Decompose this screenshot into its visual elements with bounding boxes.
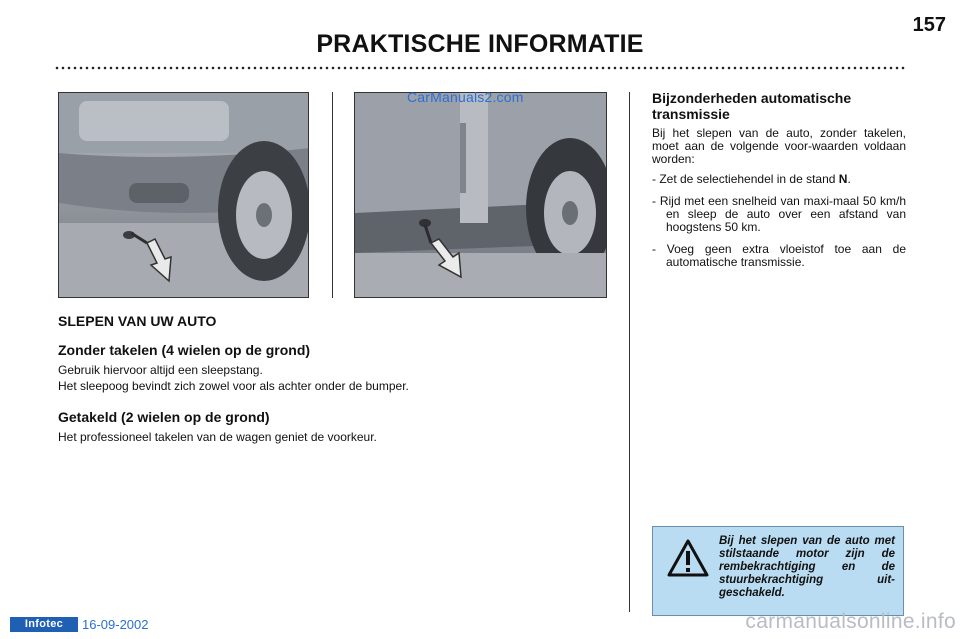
body-line: Het professioneel takelen van de wagen geniet de voorkeur. — [58, 430, 377, 444]
body-line: Gebruik hiervoor altijd een sleepstang. — [58, 363, 263, 377]
list-item — [652, 173, 906, 186]
body-line: Het sleepoog bevindt zich zowel voor als achter onder de bumper. — [58, 379, 409, 393]
left-text-column — [58, 313, 618, 445]
list-item: - Voeg geen extra vloeistof toe aan de automatische transmissie. — [652, 242, 906, 269]
list-item-bold: N — [838, 172, 848, 186]
watermark-bottom[interactable]: carmanualsonline.info — [745, 610, 956, 633]
list-item-end: . — [847, 172, 851, 186]
column-divider — [332, 92, 333, 298]
infotec-logo: Infotec — [10, 617, 78, 632]
section-heading: SLEPEN VAN UW AUTO — [58, 313, 217, 329]
subheading-towed: Getakeld (2 wielen op de grond) — [58, 409, 270, 425]
list-item-text: - Zet de selectiehendel in de stand — [652, 172, 839, 186]
right-text-column — [652, 90, 906, 278]
page-title: PRAKTISCHE INFORMATIE — [316, 30, 644, 58]
rear-tow-eye-photo — [354, 92, 607, 298]
column-divider-right — [629, 92, 630, 612]
warning-box — [652, 526, 904, 616]
page-number: 157 — [912, 14, 946, 36]
conditions-list — [652, 173, 906, 269]
list-item: - Rijd met een snelheid van maxi-maal 50 km/h en sleep de auto over een afstand van hoogstens 50 km. — [652, 194, 906, 234]
intro-paragraph: Bij het slepen van de auto, zonder takelen, moet aan de volgende voor-waarden voldaan worden: — [652, 126, 906, 166]
warning-triangle-icon — [667, 539, 709, 577]
dotted-divider — [54, 66, 906, 70]
watermark-top[interactable]: CarManuals2.com — [407, 89, 524, 105]
automatic-transmission-heading: Bijzonderheden automatische transmissie — [652, 90, 852, 122]
footer-date: 16-09-2002 — [82, 617, 149, 632]
front-tow-eye-photo — [58, 92, 309, 298]
warning-text: Bij het slepen van de auto met stilstaande motor zijn de rembekrachtiging en de stuurbekrachtiging uit-geschakeld. — [719, 535, 895, 599]
subheading-no-tow-truck: Zonder takelen (4 wielen op de grond) — [58, 342, 311, 358]
